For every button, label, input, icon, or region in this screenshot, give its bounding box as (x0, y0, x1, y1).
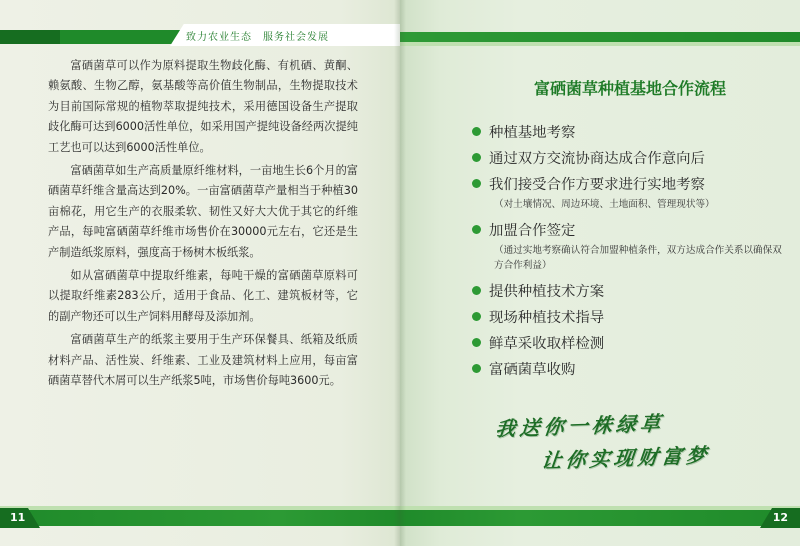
list-item (472, 329, 782, 355)
right-page (400, 0, 800, 546)
step-label: 鲜草采收取样检测 (489, 335, 605, 352)
bullet-icon (472, 179, 481, 188)
step-label: 种植基地考察 (489, 124, 576, 141)
step-label: 我们接受合作方要求进行实地考察 (489, 176, 705, 193)
list-item (472, 303, 782, 329)
footer-bar-right (400, 510, 800, 526)
step-label: 加盟合作签定 (489, 222, 576, 239)
step-label: 提供种植技术方案 (489, 283, 605, 300)
footer-bar-left (0, 510, 400, 526)
list-item (472, 118, 782, 144)
step-label: 现场种植技术指导 (489, 309, 605, 326)
cooperation-flow-list (472, 118, 782, 381)
bullet-icon (472, 338, 481, 347)
calligraphy-slogan-line1: 我送你一株绿草 (494, 411, 666, 441)
paragraph: 富硒菌草生产的纸浆主要用于生产环保餐具、纸箱及纸质材料产品、活性炭、纤维素、工业及建筑材料上应用，每亩富硒菌草替代木屑可以生产纸浆5吨，市场售价每吨3600元。 (48, 333, 358, 388)
page-number-right: 12 (772, 511, 788, 524)
step-label: 富硒菌草收购 (489, 361, 576, 378)
list-item (472, 277, 782, 303)
step-label: 通过双方交流协商达成合作意向后 (489, 150, 705, 167)
bullet-icon (472, 312, 481, 321)
calligraphy-slogan-line2: 让你实现财富梦 (540, 443, 712, 473)
header-bar-right (400, 32, 800, 42)
step-note: （通过实地考察确认符合加盟种植条件，双方达成合作关系以确保双方合作利益） (494, 245, 782, 271)
paragraph: 富硒菌草可以作为原料提取生物歧化酶、有机硒、黄酮、赖氨酸、生物乙醇，氨基酸等高价值生物制品，生物提取技术为目前国际常规的植物萃取提纯技术，采用德国设备生产提取歧化酶可达到6000活性单位，如采用国产提纯设备经两次提纯工艺也可以达到6000活性单位。 (48, 59, 358, 154)
bullet-icon (472, 153, 481, 162)
bullet-icon (472, 225, 481, 234)
paragraph: 富硒菌草如生产高质量原纤维材料，一亩地生长6个月的富硒菌草纤维含量高达到20%。一亩富硒菌草产量相当于种植30亩棉花，用它生产的衣服柔软、韧性又好大大优于其它的纤维产品，每吨富硒菌草纤维市场售价在30000元左右，它还是生产制造纸浆原料，强度高于杨树木板纸浆。 (48, 164, 358, 259)
list-item (472, 355, 782, 381)
list-item (472, 170, 782, 212)
bullet-icon (472, 286, 481, 295)
page-title: 富硒菌草种植基地合作流程 (533, 79, 726, 98)
list-item (472, 216, 782, 273)
bullet-icon (472, 127, 481, 136)
step-note: （对土壤情况、周边环境、土地面积、管理现状等） (494, 199, 715, 210)
bullet-icon (472, 364, 481, 373)
list-item (472, 144, 782, 170)
header-slogan: 致力农业生态 服务社会发展 (186, 32, 329, 43)
book-spine-shadow (394, 0, 406, 546)
page-number-left: 11 (10, 511, 26, 524)
left-body-text (48, 56, 358, 395)
paragraph: 如从富硒菌草中提取纤维素，每吨干燥的富硒菌草原料可以提取纤维素283公斤，适用于食品、化工、建筑板材等，它的副产物还可以生产饲料用酵母及添加剂。 (48, 269, 358, 323)
